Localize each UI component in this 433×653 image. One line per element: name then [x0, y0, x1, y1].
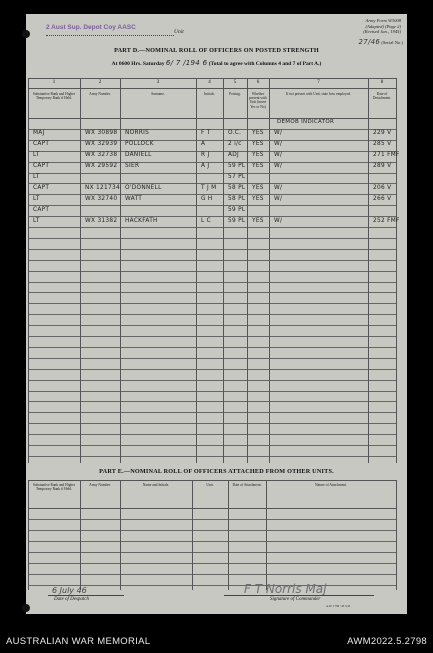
part-d-title: PART D.—NOMINAL ROLL OF OFFICERS ON POSTED STRENGTH — [114, 47, 319, 54]
roll-cell-initials: G H — [201, 195, 213, 202]
roll-cell-initials: F T — [201, 130, 211, 137]
column-line — [120, 480, 121, 590]
roll-cell-posting: 59 PL — [228, 217, 246, 224]
column-line — [247, 78, 248, 463]
roll-cell-present: YES — [252, 217, 264, 224]
column-line — [80, 480, 81, 590]
roll-cell-rank: LT — [33, 195, 40, 202]
roll-cell-rank: LT — [33, 217, 40, 224]
roll-cell-posting: 58 PL — [228, 184, 246, 191]
roll-cell-rank: CAPT — [33, 141, 50, 148]
roll-cell-date: 285 V — [373, 141, 392, 148]
roll-cell-initials: A J — [201, 163, 210, 170]
unit-stamp: 2 Aust Sup. Depot Coy AASC — [46, 24, 136, 31]
row-line — [28, 541, 396, 542]
roll-cell-surname: NORRIS — [125, 130, 150, 137]
roll-cell-employed: W/ — [274, 184, 283, 191]
roll-cell-posting: O.C. — [228, 130, 242, 137]
row-line — [28, 574, 396, 575]
total-text: (Total to agree with Columns 4 and 7 of Part A.) — [208, 61, 322, 67]
caption-right: AWM2022.5.2798 — [347, 636, 427, 647]
column-header: Nature of Attachment. — [314, 483, 348, 487]
roll-cell-surname: WATT — [125, 195, 143, 202]
roll-cell-number: WX 30898 — [85, 130, 118, 137]
column-line — [223, 78, 224, 463]
row-line — [28, 227, 396, 228]
roll-cell-employed: W/ — [274, 152, 283, 159]
roll-cell-rank: LT — [33, 174, 40, 180]
part-e-title: PART E.—NOMINAL ROLL OF OFFICERS ATTACHED FROM OTHER UNITS. — [99, 468, 334, 475]
document-sheet — [26, 14, 407, 614]
roll-cell-number: WX 32939 — [85, 141, 118, 148]
roll-cell-date: 252 FMF — [373, 217, 400, 224]
row-line — [28, 162, 396, 163]
roll-cell-posting: 59 PL — [228, 206, 246, 213]
roll-cell-date: 271 FMF — [373, 152, 400, 159]
row-line — [28, 434, 396, 435]
column-header: If not present with Unit, state how employed. — [285, 92, 352, 96]
table-border-top — [28, 78, 396, 79]
row-line — [28, 563, 396, 564]
row-line — [28, 303, 396, 304]
column-header: Substantive Rank and Higher Temporary Rank if Held. — [32, 92, 76, 101]
roll-cell-present: YES — [252, 152, 264, 159]
row-line — [28, 401, 396, 402]
signature-label: Signature of Commander — [270, 597, 321, 602]
column-header: Initials. — [204, 92, 215, 96]
demob-indicator-note: DEMOB INDICATOR — [277, 119, 335, 125]
roll-cell-date: 289 V — [373, 163, 392, 170]
column-header: Name and Initials. — [142, 483, 170, 487]
roll-cell-initials: A — [201, 141, 206, 148]
caption-left: AUSTRALIAN WAR MEMORIAL — [6, 636, 151, 647]
part-d-subtitle — [26, 59, 407, 67]
roll-cell-rank: CAPT — [33, 163, 50, 170]
column-line — [368, 78, 369, 463]
column-line — [396, 480, 397, 590]
row-line — [28, 552, 396, 553]
roll-cell-initials: T J M — [201, 184, 217, 191]
row-line — [28, 445, 396, 446]
row-line — [28, 173, 396, 174]
column-header: Date of Attachment. — [232, 483, 262, 487]
roll-cell-present: YES — [252, 163, 264, 170]
column-number: 3 — [156, 80, 160, 85]
at-text: At 0600 Hrs. Saturday — [111, 61, 165, 67]
column-number: 2 — [98, 80, 102, 85]
colnum-divider — [28, 88, 396, 89]
column-header: Unit. — [206, 483, 214, 487]
roll-cell-employed: W/ — [274, 163, 283, 170]
form-line-1: Army Form W3008 — [365, 18, 401, 23]
column-line — [192, 480, 193, 590]
signature-line — [224, 595, 374, 596]
part-e-table — [28, 480, 396, 590]
column-header: Date of Detachment. — [372, 92, 392, 101]
column-number: 6 — [256, 80, 260, 85]
roll-cell-present: YES — [252, 195, 264, 202]
despatch-line — [48, 595, 124, 596]
roll-cell-posting: ADJ — [228, 152, 240, 159]
column-line — [120, 78, 121, 463]
row-line — [28, 238, 396, 239]
column-header: Whether present with Unit (insert Yes or No) — [249, 92, 267, 109]
row-line — [28, 519, 396, 520]
roll-cell-initials: L C — [201, 217, 212, 224]
row-line — [28, 358, 396, 359]
column-header: Army Number. — [89, 483, 111, 487]
row-line — [28, 151, 396, 152]
column-line — [396, 78, 397, 463]
roll-cell-surname: DANIELL — [125, 152, 152, 159]
row-line — [28, 205, 396, 206]
roll-cell-date: 206 V — [373, 184, 392, 191]
roll-cell-initials: R J — [201, 152, 210, 159]
roll-cell-surname: HACKFATH — [125, 217, 158, 224]
column-line — [228, 480, 229, 590]
commander-signature: F T Norris Maj — [244, 582, 327, 596]
row-line — [28, 369, 396, 370]
column-line — [269, 78, 270, 463]
roll-cell-rank: CAPT — [33, 184, 50, 191]
roll-cell-surname: SIER — [125, 163, 140, 170]
row-line — [28, 423, 396, 424]
part-d-table — [28, 78, 400, 463]
column-line — [80, 78, 81, 463]
roll-cell-date: 229 V — [373, 130, 392, 137]
column-header: Posting. — [229, 92, 241, 96]
row-line — [28, 292, 396, 293]
column-line — [28, 78, 29, 463]
row-line — [28, 530, 396, 531]
header-divider — [28, 508, 396, 509]
column-number: 7 — [317, 80, 320, 85]
column-line — [28, 480, 29, 590]
roll-cell-rank: CAPT — [33, 206, 50, 213]
despatch-date-hand: 6 July 46 — [52, 586, 87, 595]
row-line — [28, 282, 396, 283]
roll-cell-surname: POLLOCK — [125, 141, 154, 148]
column-number: 1 — [52, 80, 56, 85]
row-line — [28, 456, 396, 457]
serial-number — [358, 38, 403, 46]
row-line — [28, 325, 396, 326]
column-header: Substantive Rank and Higher Temporary Rank if Held. — [32, 483, 76, 492]
roll-cell-rank: MAJ — [33, 130, 45, 137]
row-line — [28, 380, 396, 381]
column-number: 5 — [233, 80, 237, 85]
row-line — [28, 249, 396, 250]
roll-cell-rank: LT — [33, 152, 40, 159]
despatch-label: Date of Despatch — [54, 597, 89, 602]
form-line-2: (Adapted) (Page 2) — [365, 23, 401, 29]
row-line — [28, 140, 396, 141]
column-line — [196, 78, 197, 463]
column-header: Army Number. — [89, 92, 111, 96]
row-line — [28, 412, 396, 413]
roll-cell-posting: 2 i/c — [228, 141, 242, 148]
date-hand: 6/ 7 /194 6 — [165, 59, 208, 67]
row-line — [28, 391, 396, 392]
roll-cell-employed: W/ — [274, 130, 283, 137]
roll-cell-posting: 57 PL — [228, 174, 246, 180]
roll-cell-employed: W/ — [274, 195, 283, 202]
row-line — [28, 129, 396, 130]
roll-cell-present: YES — [252, 184, 264, 191]
row-line — [28, 314, 396, 315]
row-line — [28, 271, 396, 272]
roll-cell-date: 266 V — [373, 195, 392, 202]
roll-cell-posting: 59 PL — [228, 163, 246, 170]
form-line-3: (Revised Jan., 1945) — [363, 29, 401, 35]
row-line — [28, 336, 396, 337]
column-header: Surname. — [151, 92, 165, 96]
header-divider — [28, 118, 396, 119]
roll-cell-number: WX 31382 — [85, 217, 118, 224]
roll-cell-number: NX 121734 — [85, 184, 120, 191]
roll-cell-number: WX 29592 — [85, 163, 118, 170]
serial-value: 27/46 — [358, 38, 381, 46]
punch-hole-bottom — [22, 604, 30, 612]
roll-cell-number: WX 32740 — [85, 195, 118, 202]
row-line — [28, 260, 396, 261]
column-line — [266, 480, 267, 590]
roll-cell-posting: 58 PL — [228, 195, 246, 202]
unit-line — [46, 35, 174, 36]
roll-cell-number: WX 32738 — [85, 152, 118, 159]
table-border-top — [28, 480, 396, 481]
punch-hole-top — [22, 30, 30, 38]
printer-mark: A.W. 1758 / 45 3.45 — [326, 604, 351, 608]
serial-label: (Serial No.) — [381, 40, 403, 45]
row-line — [28, 347, 396, 348]
roll-cell-employed: W/ — [274, 141, 283, 148]
roll-cell-employed: W/ — [274, 217, 283, 224]
roll-cell-surname: O'DONNELL — [125, 184, 162, 191]
column-number: 8 — [380, 80, 384, 85]
roll-cell-present: YES — [252, 130, 264, 137]
column-number: 4 — [208, 80, 211, 85]
row-line — [28, 216, 396, 217]
unit-label: Unit — [174, 29, 184, 35]
form-identifier — [363, 18, 401, 35]
roll-cell-present: YES — [252, 141, 264, 148]
